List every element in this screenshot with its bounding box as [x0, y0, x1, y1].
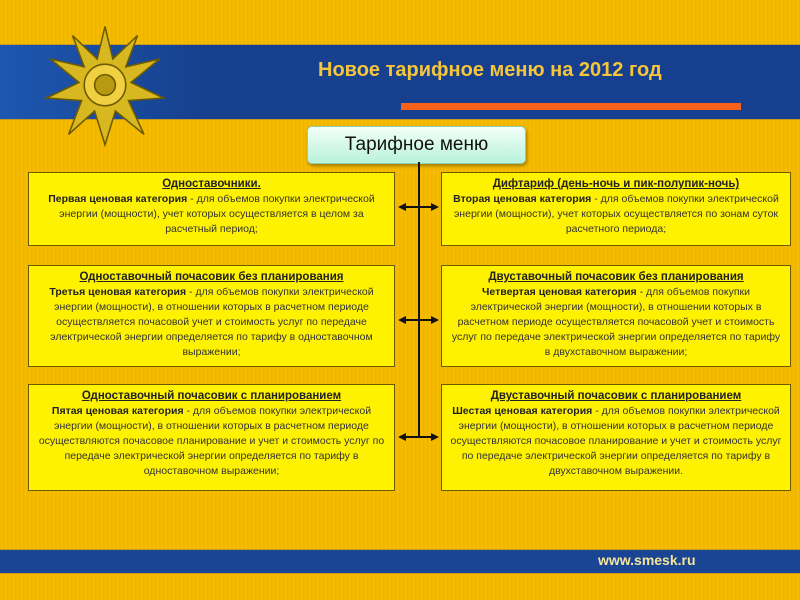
- box-heading: Одноставочники.: [162, 178, 261, 190]
- tariff-box-1: [28, 172, 395, 246]
- box-category: Пятая ценовая категория: [51, 405, 184, 417]
- tariff-menu-button[interactable]: Тарифное меню: [307, 126, 526, 164]
- sun-logo-icon: [40, 20, 170, 150]
- box-heading: Двуставочный почасовик без планирования: [488, 271, 744, 283]
- box-heading: Одноставочный почасовик с планированием: [81, 390, 342, 402]
- box-category: Первая ценовая категория: [48, 193, 188, 205]
- box-heading: Двуставочный почасовик с планированием: [490, 390, 742, 402]
- tariff-box-2: [441, 172, 791, 246]
- box-heading: Дифтариф (день-ночь и пик-полупик-ночь): [492, 178, 740, 190]
- box-text: - для объемов покупки электрической энергии (мощности), в отношении которых в расчетном периоде осуществляется почасовой учет и стоимость услуг по передаче электрической энергии определяется по тарифу в одноставочном выражении;: [50, 286, 374, 358]
- double-arrow-icon: [398, 432, 439, 442]
- box-category: Четвертая ценовая категория: [482, 286, 637, 298]
- box-text: - для объемов покупки электрической энергии (мощности), учет которых осуществляется в целом за расчетный период;: [59, 193, 375, 235]
- title-underline: [401, 103, 741, 110]
- box-heading: Одноставочный почасовик без планирования: [79, 271, 344, 283]
- tariff-box-5: [28, 384, 395, 491]
- box-text: - для объемов покупки электрической энергии (мощности), в отношении которых в расчетном периоде осуществляются почасовое планирование и учет и стоимость услуг по передаче электрической энергии определяется по тарифу в двухставочном выражении.: [450, 405, 782, 477]
- box-category: Третья ценовая категория: [49, 286, 187, 298]
- box-text: - для объемов покупки электрической энергии (мощности), в отношении которых в расчетном периоде осуществляется почасовой учет и стоимость услуг по передаче электрической энергии определяется по тарифу в двухставочном выражении;: [451, 286, 781, 358]
- box-category: Шестая ценовая категория: [452, 405, 593, 417]
- website-link[interactable]: www.smesk.ru: [598, 552, 696, 568]
- box-category: Вторая ценовая категория: [453, 193, 592, 205]
- box-text: - для объемов покупки электрической энергии (мощности), в отношении которых в расчетном периоде осуществляются почасовое планирование и учет и стоимость услуг по передаче электрической энергии определяется по тарифу в одноставочном выражении;: [38, 405, 385, 477]
- tariff-box-6: [441, 384, 791, 491]
- tariff-box-3: [28, 265, 395, 367]
- box-text: - для объемов покупки электрической энергии (мощности), учет которых осуществляется по зонам суток расчетного периода;: [453, 193, 779, 235]
- tariff-box-4: [441, 265, 791, 367]
- page-title: Новое тарифное меню на 2012 год: [318, 59, 662, 81]
- double-arrow-icon: [398, 202, 439, 212]
- double-arrow-icon: [398, 315, 439, 325]
